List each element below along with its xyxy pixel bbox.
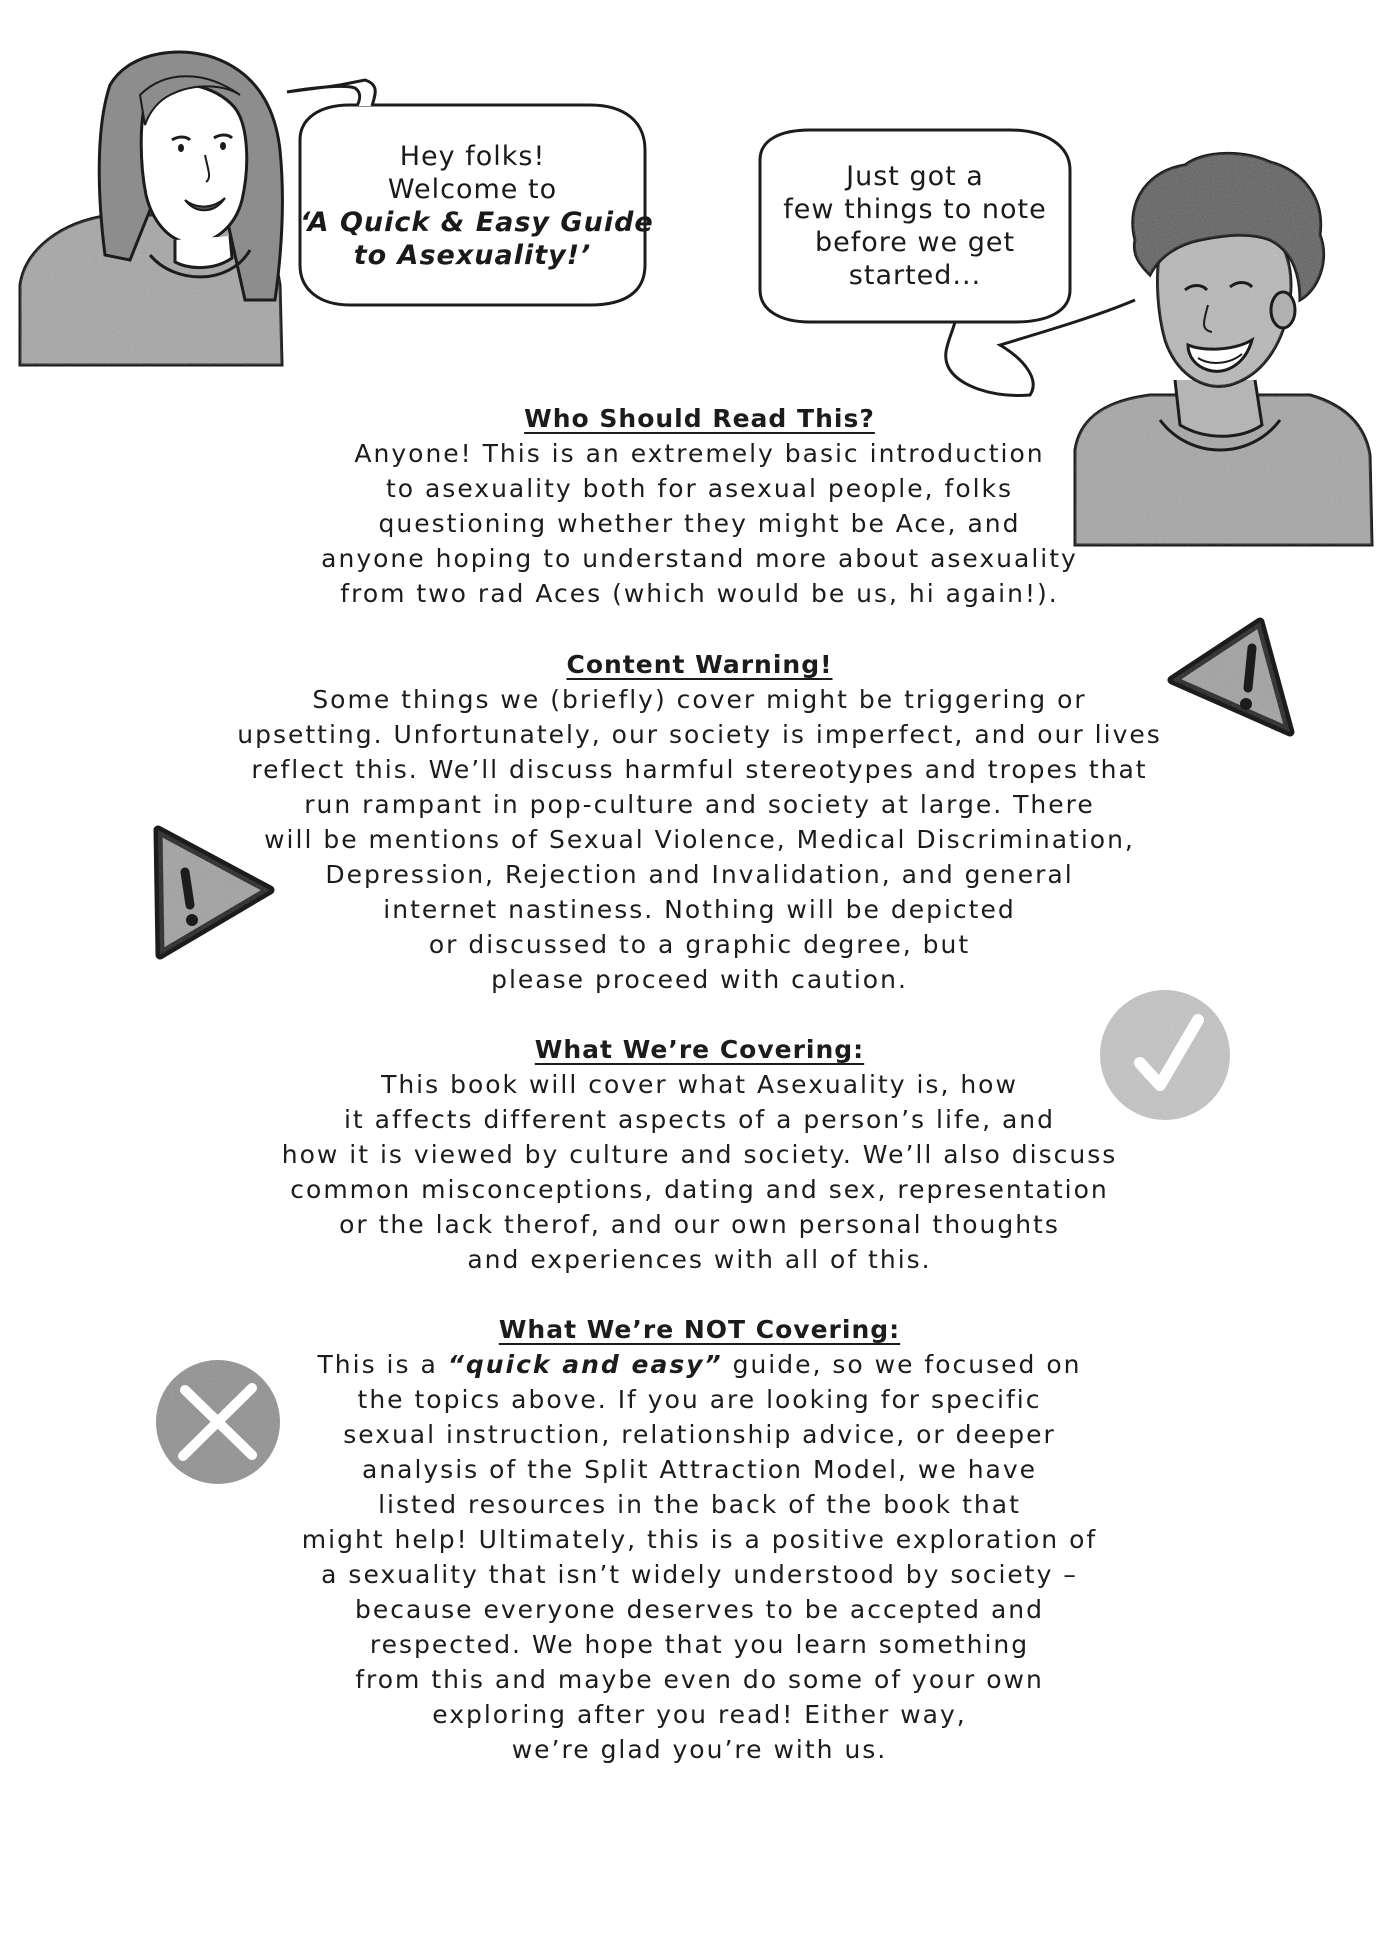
- bubble-line: to Asexuality!’: [353, 240, 592, 271]
- body-line: internet nastiness. Nothing will be depicted: [383, 895, 1016, 924]
- body-line: upsetting. Unfortunately, our society is imperfect, and our lives: [237, 720, 1162, 749]
- bubble-line: few things to note: [783, 194, 1047, 225]
- left-bubble-text: [300, 140, 654, 272]
- body-line: will be mentions of Sexual Violence, Medical Discrimination,: [264, 825, 1135, 854]
- body-line: sexual instruction, relationship advice, or deeper: [343, 1420, 1056, 1449]
- body-line: This book will cover what Asexuality is, how: [381, 1070, 1018, 1099]
- body-line: run rampant in pop-culture and society at large. There: [304, 790, 1095, 819]
- section-heading: Content Warning!: [566, 650, 833, 679]
- bubble-line: Hey folks!: [399, 141, 546, 172]
- body-line: or discussed to a graphic degree, but: [428, 930, 971, 959]
- section-heading: What We’re Covering:: [534, 1035, 865, 1064]
- line-text: guide, so we focused on: [722, 1350, 1082, 1379]
- body-line: and experiences with all of this.: [467, 1245, 932, 1274]
- body-line: anyone hoping to understand more about asexuality: [321, 544, 1078, 573]
- body-line: how it is viewed by culture and society. We’ll also discuss: [281, 1140, 1118, 1169]
- body-line: it affects different aspects of a person’s life, and: [343, 1105, 1056, 1134]
- body-line: reflect this. We’ll discuss harmful stereotypes and tropes that: [251, 755, 1148, 784]
- body-line: Some things we (briefly) cover might be triggering or: [312, 685, 1087, 714]
- body-line: from this and maybe even do some of your own: [355, 1665, 1044, 1694]
- body-line: respected. We hope that you learn something: [369, 1630, 1030, 1659]
- section-heading: What We’re NOT Covering:: [498, 1315, 901, 1344]
- body-line: analysis of the Split Attraction Model, we have: [361, 1455, 1038, 1484]
- bubble-line: ‘A Quick & Easy Guide: [300, 207, 654, 238]
- body-line: Anyone! This is an extremely basic introduction: [354, 439, 1045, 468]
- bubble-line: Welcome to: [387, 174, 558, 205]
- body-line: listed resources in the back of the book that: [378, 1490, 1021, 1519]
- bubble-line: started...: [848, 260, 982, 291]
- woman-character: [20, 52, 282, 365]
- body-line: please proceed with caution.: [491, 965, 908, 994]
- body-line: or the lack therof, and our own personal thoughts: [339, 1210, 1060, 1239]
- body-line: because everyone deserves to be accepted and: [354, 1595, 1045, 1624]
- not-covering-section: [0, 1313, 1399, 1767]
- right-bubble-text: [760, 160, 1070, 292]
- body-line: a sexuality that isn’t widely understood by society –: [321, 1560, 1078, 1589]
- covering-section: [0, 1033, 1399, 1277]
- body-line: Depression, Rejection and Invalidation, and general: [325, 860, 1074, 889]
- body-line: common misconceptions, dating and sex, representation: [290, 1175, 1109, 1204]
- section-heading: Who Should Read This?: [524, 404, 875, 433]
- body-line: questioning whether they might be Ace, and: [378, 509, 1021, 538]
- content-warning-section: [0, 648, 1399, 997]
- body-line: might help! Ultimately, this is a positive exploration of: [301, 1525, 1098, 1554]
- body-line: we’re glad you’re with us.: [511, 1735, 888, 1764]
- who-should-read-section: [0, 402, 1399, 611]
- bubble-line: before we get: [814, 227, 1016, 258]
- body-line: [0, 1347, 1399, 1382]
- body-line: to asexuality both for asexual people, folks: [385, 474, 1014, 503]
- body-line: from two rad Aces (which would be us, hi again!).: [340, 579, 1059, 608]
- emphasis-text: “quick and easy”: [447, 1350, 723, 1379]
- body-line: exploring after you read! Either way,: [432, 1700, 967, 1729]
- bubble-line: Just got a: [846, 161, 984, 192]
- line-text: This is a: [317, 1350, 448, 1379]
- body-line: the topics above. If you are looking for specific: [357, 1385, 1042, 1414]
